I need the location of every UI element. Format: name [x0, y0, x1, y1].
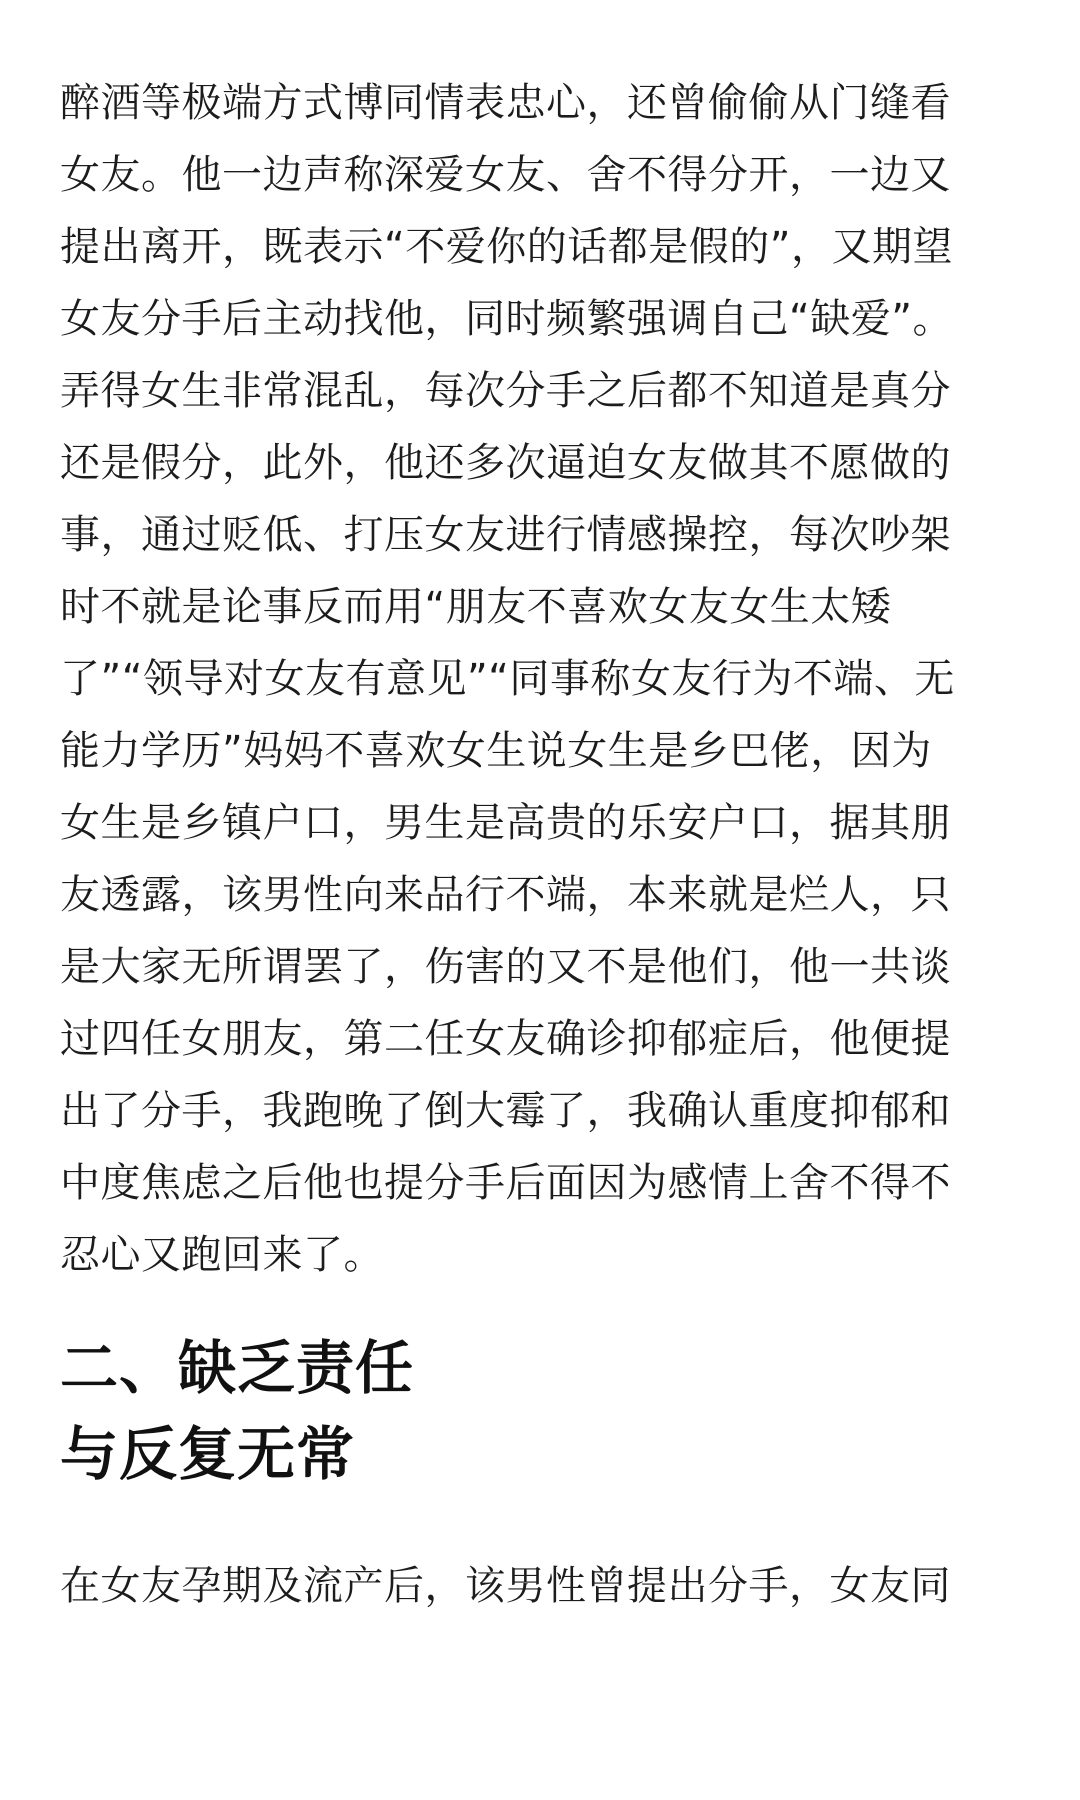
paragraph-line: 中度焦虑之后他也提分手后面因为感情上舍不得不	[60, 1160, 951, 1206]
paragraph-line: 醉酒等极端方式博同情表忠心，还曾偷偷从门缝看	[60, 80, 951, 126]
paragraph-line: 过四任女朋友，第二任女友确诊抑郁症后，他便提	[60, 1016, 951, 1062]
paragraph-line: 提出离开，既表示“不爱你的话都是假的”，又期望	[60, 224, 953, 270]
section-heading: 与反复无常	[60, 1420, 356, 1488]
paragraph-line: 是大家无所谓罢了，伤害的又不是他们，他一共谈	[60, 944, 951, 990]
paragraph-line: 女友。他一边声称深爱女友、舍不得分开，一边又	[60, 152, 951, 198]
paragraph-line: 在女友孕期及流产后，该男性曾提出分手，女友同	[60, 1563, 951, 1609]
paragraph-line: 能力学历”妈妈不喜欢女生说女生是乡巴佬，因为	[60, 728, 932, 774]
paragraph-line: 事，通过贬低、打压女友进行情感操控，每次吵架	[60, 512, 951, 558]
paragraph-line: 弄得女生非常混乱，每次分手之后都不知道是真分	[60, 368, 951, 414]
paragraph-line: 了”“领导对女友有意见”“同事称女友行为不端、无	[60, 656, 955, 702]
paragraph-line: 友透露，该男性向来品行不端，本来就是烂人，只	[60, 872, 951, 918]
paragraph-line: 出了分手，我跑晚了倒大霉了，我确认重度抑郁和	[60, 1088, 951, 1134]
section-heading: 二、缺乏责任	[60, 1334, 415, 1402]
paragraph-line: 时不就是论事反而用“朋友不喜欢女友女生太矮	[60, 584, 892, 630]
paragraph-line: 女友分手后主动找他，同时频繁强调自己“缺爱”。	[60, 296, 953, 342]
paragraph-line: 忍心又跑回来了。	[60, 1232, 384, 1278]
paragraph-line: 女生是乡镇户口，男生是高贵的乐安户口，据其朋	[60, 800, 951, 846]
paragraph-line: 还是假分，此外，他还多次逼迫女友做其不愿做的	[60, 440, 951, 486]
